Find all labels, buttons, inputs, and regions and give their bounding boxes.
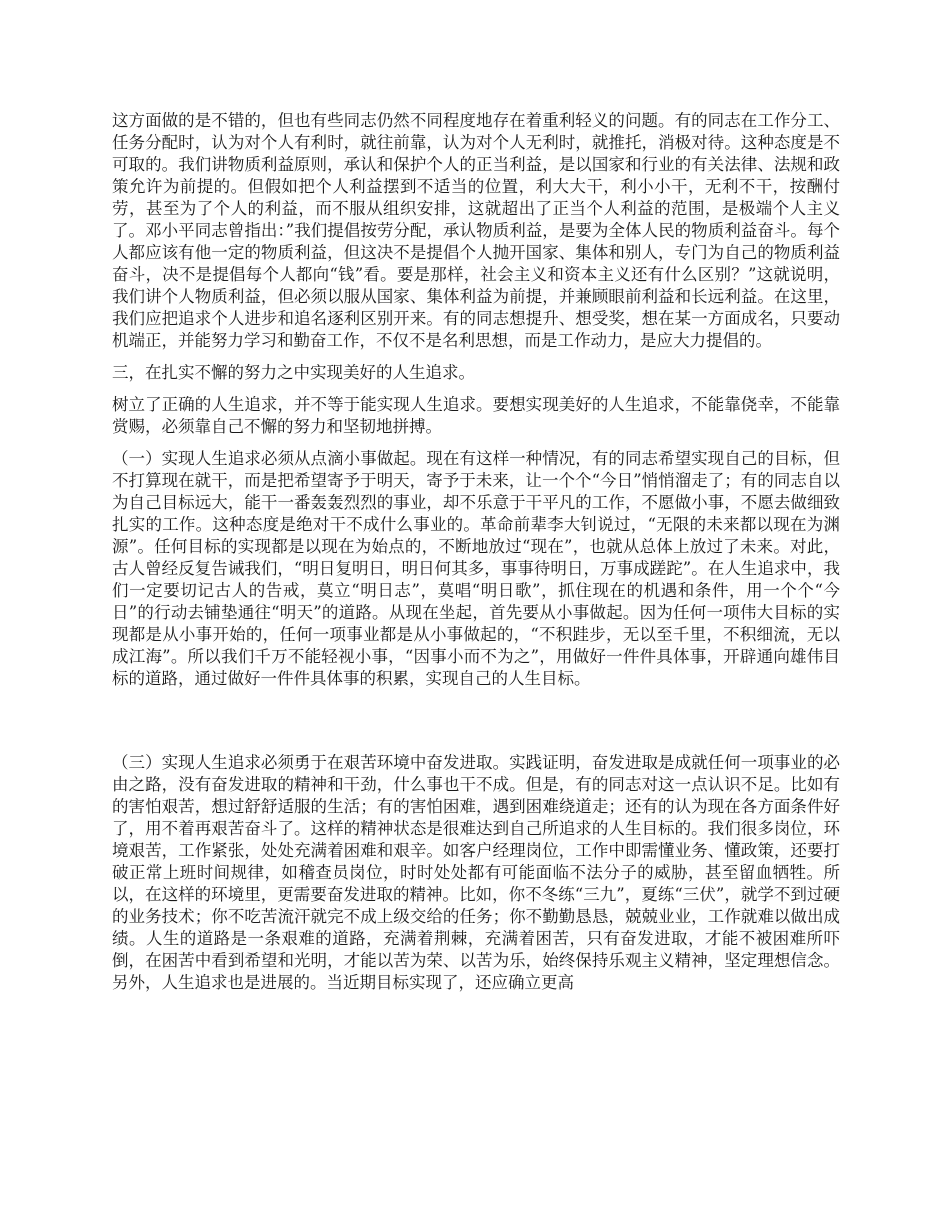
paragraph-material-interest: 这方面做的是不错的，但也有些同志仍然不同程度地存在着重利轻义的问题。有的同志在工作分工、任务分配时，认为对个人有利时，就往前靠，认为对个人无利时，就推托，消极对待。这种态度是不可取的。我们讲物质利益原则，承认和保护个人的正当利益，是以国家和行业的有关法律、法规和政策允许为前提的。但假如把个人利益摆到不适当的位置，利大大干，利小小干，无利不干，按酬付劳，甚至为了个人的利益，而不服从组织安排，这就超出了正当个人利益的范围，是极端个人主义了。邓小平同志曾指出：”我们提倡按劳分配，承认物质利益，是要为全体人民的物质利益奋斗。每个人都应该有他一定的物质利益，但这决不是提倡个人抛开国家、集体和别人，专门为自己的物质利益奋斗，决不是提倡每个人都向“钱”看。要是那样，社会主义和资本主义还有什么区别？”这就说明，我们讲个人物质利益，但必须以服从国家、集体利益为前提，并兼顾眼前利益和长远利益。在这里，我们应把追求个人进步和追名逐利区别开来。有的同志想提升、想受奖，想在某一方面成名，只要动机端正，并能努力学习和勤奋工作，不仅不是名利思想，而是工作动力，是应大力提倡的。 (112, 111, 840, 350)
paragraph-point-one: （一）实现人生追求必须从点滴小事做起。现在有这样一种情况，有的同志希望实现自己的目标，但不打算现在就干，而是把希望寄予于明天，寄予于未来，让一个个“今日”悄悄溜走了；有的同志自以为自己目标远大，能干一番轰轰烈烈的事业，却不乐意于干平凡的工作，不愿做小事，不愿去做细致扎实的工作。这种态度是绝对干不成什么事业的。革命前辈李大钊说过，“无限的未来都以现在为渊源”。任何目标的实现都是以现在为始点的，不断地放过“现在”，也就从总体上放过了未来。对此，古人曾经反复告诫我们，“明日复明日，明日何其多，事事待明日，万事成蹉跎”。在人生追求中，我们一定要切记古人的告戒，莫立“明日志”，莫唱“明日歌”，抓住现在的机遇和条件，用一个个“今日”的行动去铺垫通往“明天”的道路。从现在坐起，首先要从小事做起。因为任何一项伟大目标的实现都是从小事开始的，任何一项事业都是从小事做起的，“不积跬步，无以至千里，不积细流，无以成江海”。所以我们千万不能轻视小事，“因事小而不为之”，用做好一件件具体事，开辟通向雄伟目标的道路，通过做好一件件具体事的积累，实现自己的人生目标。 (112, 449, 840, 688)
section-heading-three: 三，在扎实不懈的努力之中实现美好的人生追求。 (112, 363, 475, 382)
paragraph-section-intro: 树立了正确的人生追求，并不等于能实现人生追求。要想实现美好的人生追求，不能靠侥幸，不能靠赏赐，必须靠自己不懈的努力和坚韧地拼搏。 (112, 395, 840, 436)
paragraph-point-three: （三）实现人生追求必须勇于在艰苦环境中奋发进取。实践证明，奋发进取是成就任何一项事业的必由之路，没有奋发进取的精神和干劲，什么事也干不成。但是，有的同志对这一点认识不足。比如有的害怕艰苦，想过舒舒适服的生活；有的害怕困难，遇到困难绕道走；还有的认为现在各方面条件好了，用不着再艰苦奋斗了。这样的精神状态是很难达到自己所追求的人生目标的。我们很多岗位，环境艰苦，工作紧张，处处充满着困难和艰辛。如客户经理岗位，工作中即需懂业务、懂政策，还要打破正常上班时间规律，如稽查员岗位，时时处处都有可能面临不法分子的威胁，甚至留血牺牲。所以，在这样的环境里，更需要奋发进取的精神。比如，你不冬练“三九”，夏练“三伏”，就学不到过硬的业务技术；你不吃苦流汗就完不成上级交给的任务；你不勤勤恳恳，兢兢业业，工作就难以做出成绩。人生的道路是一条艰难的道路，充满着荆棘，充满着困苦，只有奋发进取，才能不被困难所吓倒，在困苦中看到希望和光明，才能以苦为荣、以苦为乐，始终保持乐观主义精神，坚定理想信念。另外，人生追求也是进展的。当近期目标实现了，还应确立更高 (112, 753, 840, 992)
document-body (112, 110, 840, 994)
